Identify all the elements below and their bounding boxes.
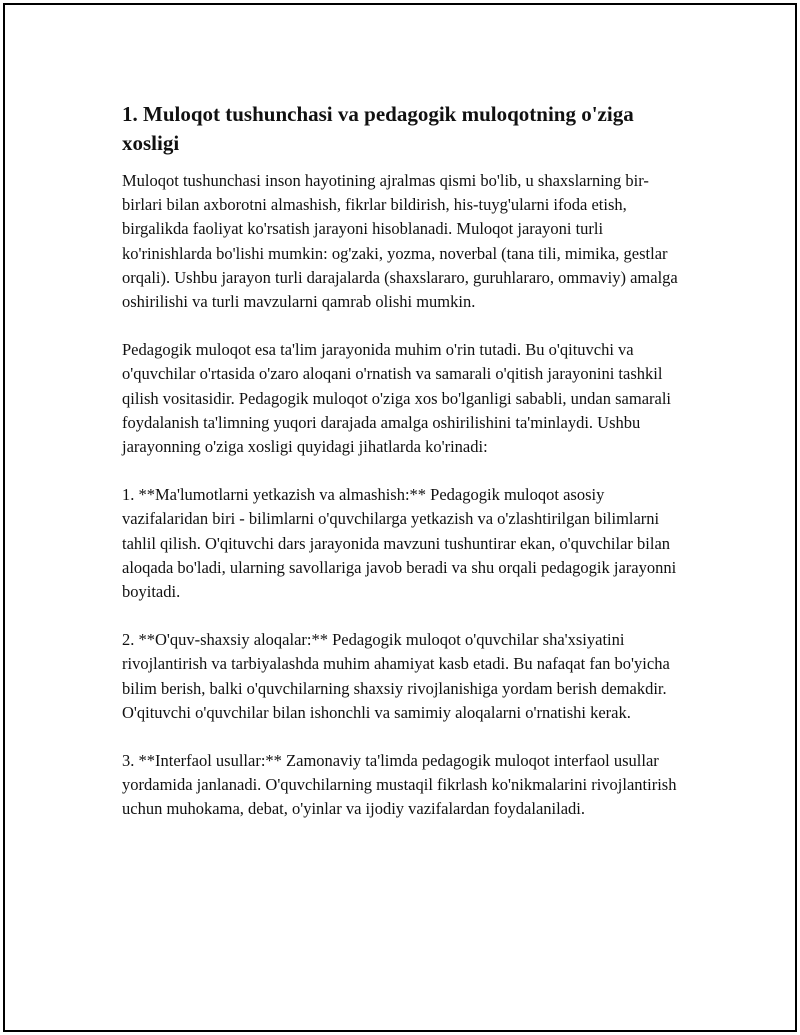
paragraph-pedagogical-communication: Pedagogik muloqot esa ta'lim jarayonida muhim o'rin tutadi. Bu o'qituvchi va o'quvchilar o'rtasida o'zaro aloqani o'rnatish va samarali o'qitish jarayonini tashkil qilish vositasidir. Pedagogik muloqot o'ziga xos bo'lganligi sababli, undan samarali foydalanish ta'limning yuqori darajada amalga oshirilishini ta'minlaydi. Ushbu jarayonning o'ziga xosligi quyidagi jihatlarda ko'rinadi: [122,340,672,457]
list-item-interactive-methods: 3. **Interfaol usullar:** Zamonaviy ta'limda pedagogik muloqot interfaol usullar yordamida janlanadi. O'quvchilarning mustaqil fikrlash ko'nikmalarini rivojlantirish uchun muhokama, debat, o'yinlar va ijodiy vazifalardan foydalaniladi. [122,751,677,819]
list-item-information-exchange: 1. **Ma'lumotlarni yetkazish va almashish:** Pedagogik muloqot asosiy vazifalaridan biri - bilimlarni o'quvchilarga yetkazish va o'zlashtirilgan bilimlarni tahlil qilish. O'qituvchi dars jarayonida mavzuni tushuntirar ekan, o'quvchilar bilan aloqada bo'ladi, ularning savollariga javob beradi va shu orqali pedagogik jarayonni boyitadi. [122,485,677,602]
page-frame [3,3,797,1032]
document-content [122,100,682,846]
paragraph-communication-concept: Muloqot tushunchasi inson hayotining ajralmas qismi bo'lib, u shaxslarning bir-birlari bilan axborotni almashish, fikrlar bildirish, his-tuyg'ularni ifoda etish, birgalikda faoliyat ko'rsatish jarayoni hisoblanadi. Muloqot jarayoni turli ko'rinishlarda bo'lishi mumkin: og'zaki, yozma, noverbal (tana tili, mimika, gestlar orqali). Ushbu jarayon turli darajalarda (shaxslararo, guruhlararo, ommaviy) amalga oshirilishi va turli mavzularni qamrab olishi mumkin. [122,171,678,312]
section-heading: 1. Muloqot tushunchasi va pedagogik muloqotning o'ziga xosligi [122,102,634,155]
list-item-personal-relations: 2. **O'quv-shaxsiy aloqalar:** Pedagogik muloqot o'quvchilar sha'xsiyatini rivojlantirish va tarbiyalashda muhim ahamiyat kasb etadi. Bu nafaqat fan bo'yicha bilim berish, balki o'quvchilarning shaxsiy rivojlanishiga yordam berish demakdir. O'qituvchi o'quvchilar bilan ishonchli va samimiy aloqalarni o'rnatishi kerak. [122,630,670,722]
